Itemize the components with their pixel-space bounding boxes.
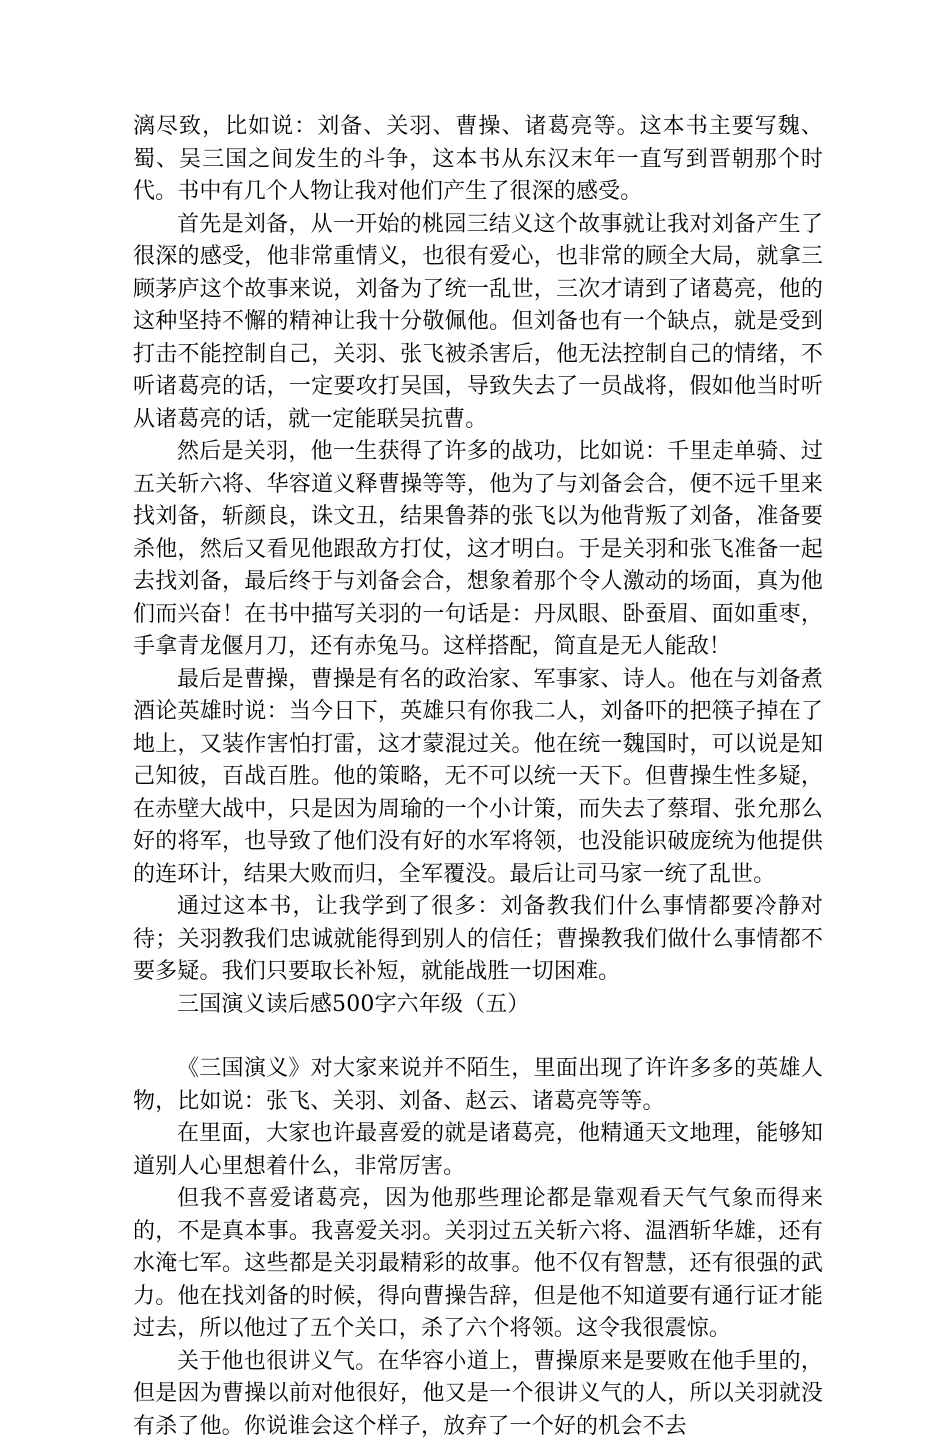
paragraph-zhuge-liang: 在里面，大家也许最喜爱的就是诸葛亮，他精通天文地理，能够知道别人心里想着什么，非常厉害。 [133, 1118, 823, 1183]
paragraph-guan-yu: 然后是关羽，他一生获得了许多的战功，比如说：千里走单骑、过五关斩六将、华容道义释曹操等等，他为了与刘备会合，便不远千里来找刘备，斩颜良，诛文丑，结果鲁莽的张飞以为他背叛了刘备，准备要杀他，然后又看见他跟敌方打仗，这才明白。于是关羽和张飞准备一起去找刘备，最后终于与刘备会合，想象着那个令人激动的场面，真为他们而兴奋！在书中描写关羽的一句话是：丹凤眼、卧蚕眉、面如重枣，手拿青龙偃月刀，还有赤兔马。这样搭配，简直是无人能敌！ [133, 436, 823, 664]
paragraph-liu-bei: 首先是刘备，从一开始的桃园三结义这个故事就让我对刘备产生了很深的感受，他非常重情义，也很有爱心，也非常的顾全大局，就拿三顾茅庐这个故事来说，刘备为了统一乱世，三次才请到了诸葛亮，他的这种坚持不懈的精神让我十分敬佩他。但刘备也有一个缺点，就是受到打击不能控制自己，关羽、张飞被杀害后，他无法控制自己的情绪，不听诸葛亮的话，一定要攻打吴国，导致失去了一员战将，假如他当时听从诸葛亮的话，就一定能联吴抗曹。 [133, 209, 823, 437]
paragraph-essay-intro: 《三国演义》对大家来说并不陌生，里面出现了许许多多的英雄人物，比如说：张飞、关羽、刘备、赵云、诸葛亮等等。 [133, 1053, 823, 1118]
paragraph-righteousness: 关于他也很讲义气。在华容小道上，曹操原来是要败在他手里的，但是因为曹操以前对他很好，他又是一个很讲义气的人，所以关羽就没有杀了他。你说谁会这个样子，放弃了一个好的机会不去 [133, 1346, 823, 1443]
paragraph-conclusion: 通过这本书，让我学到了很多：刘备教我们什么事情都要冷静对待；关羽教我们忠诚就能得到别人的信任；曹操教我们做什么事情都不要多疑。我们只要取长补短，就能战胜一切困难。 [133, 891, 823, 989]
paragraph-cao-cao: 最后是曹操，曹操是有名的政治家、军事家、诗人。他在与刘备煮酒论英雄时说：当今日下，英雄只有你我二人，刘备吓的把筷子掉在了地上，又装作害怕打雷，这才蒙混过关。他在统一魏国时，可以说是知己知彼，百战百胜。他的策略，无不可以统一天下。但曹操生性多疑，在赤壁大战中，只是因为周瑜的一个小计策，而失去了蔡瑁、张允那么好的将军，也导致了他们没有好的水军将领，也没能识破庞统为他提供的连环计，结果大败而归，全军覆没。最后让司马家一统了乱世。 [133, 664, 823, 892]
section-heading: 三国演义读后感500字六年级（五） [133, 989, 823, 1022]
document-page [133, 111, 823, 1443]
paragraph-favorite-guan-yu: 但我不喜爱诸葛亮，因为他那些理论都是靠观看天气气象而得来的，不是真本事。我喜爱关羽。关羽过五关斩六将、温酒斩华雄，还有水淹七军。这些都是关羽最精彩的故事。他不仅有智慧，还有很强的武力。他在找刘备的时候，得向曹操告辞，但是他不知道要有通行证才能过去，所以他过了五个关口，杀了六个将领。这令我很震惊。 [133, 1183, 823, 1346]
paragraph-intro-continuation: 漓尽致，比如说：刘备、关羽、曹操、诸葛亮等。这本书主要写魏、蜀、吴三国之间发生的斗争，这本书从东汉末年一直写到晋朝那个时代。书中有几个人物让我对他们产生了很深的感受。 [133, 111, 823, 209]
